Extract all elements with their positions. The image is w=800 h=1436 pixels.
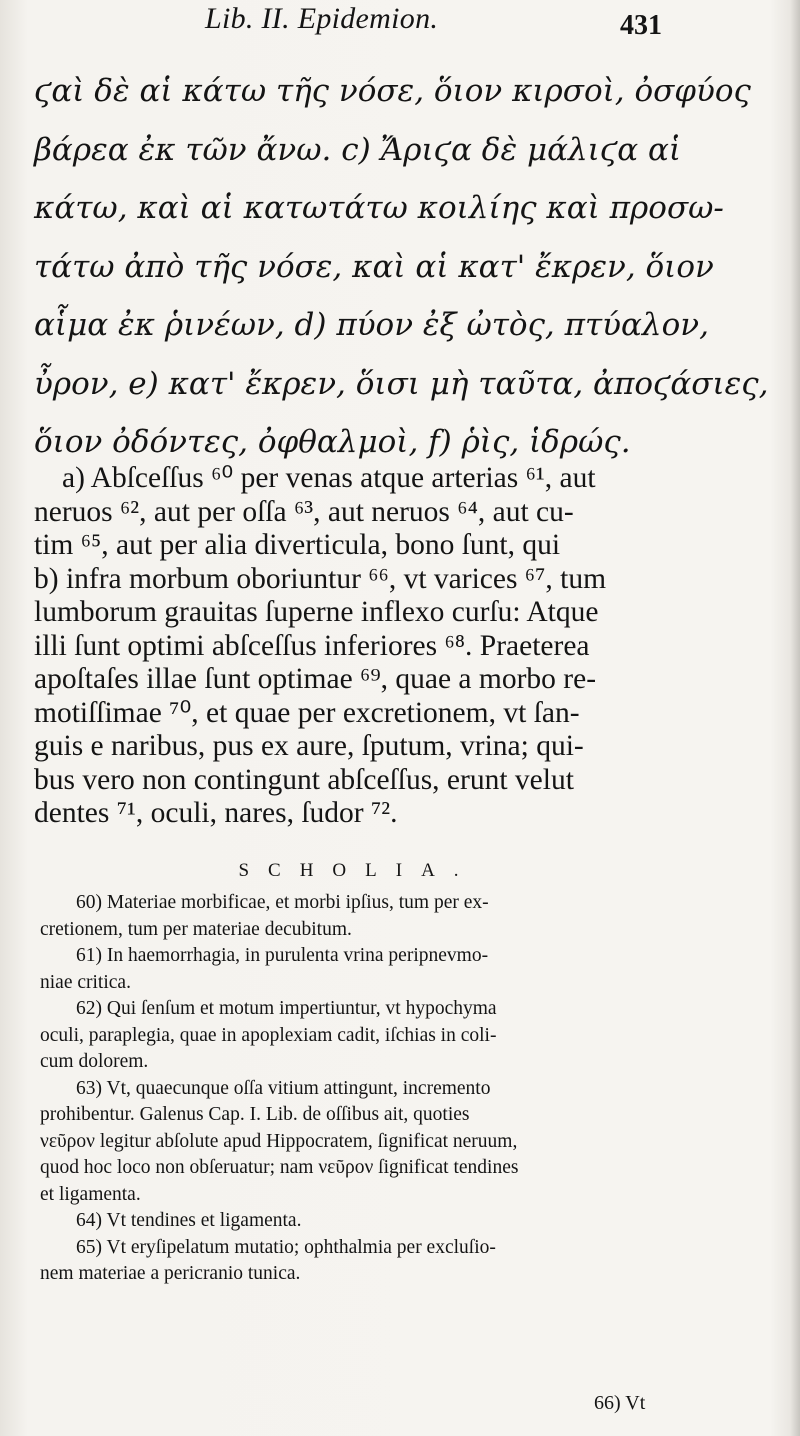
note-line: quod hoc loco non obſeruatur; nam νεῦρον ſignificat tendines	[40, 1157, 519, 1178]
greek-line: αἷμα ἐκ ῥινέων, d) πύον ἐξ ὠτὸς, πτύαλον,	[34, 307, 709, 343]
note-62	[40, 996, 680, 1076]
latin-line: b) infra morbum oboriuntur ⁶⁶, vt varices ⁶⁷, tum	[34, 562, 607, 595]
note-line: cretionem, tum per materiae decubitum.	[40, 918, 352, 940]
greek-line: βάρεα ἐκ τῶν ἄνω. c) Ἄριϛα δὲ μάλιϛα αἱ	[34, 131, 682, 168]
greek-line: τάτω ἀπὸ τῆς νόσε, καὶ αἱ κατ' ἔκρεν, ὅιον	[34, 248, 714, 285]
latin-line: tim ⁶⁵, aut per alia diverticula, bono ſunt, qui	[34, 529, 561, 561]
greek-line: κάτω, καὶ αἱ κατωτάτω κοιλίης καὶ προσω-	[34, 190, 724, 226]
latin-line: a) Abſceſſus ⁶⁰ per venas atque arterias ⁶¹, aut	[62, 462, 596, 494]
latin-line: apoſtaſes illae ſunt optimae ⁶⁹, quae a morbo re-	[34, 663, 597, 695]
note-line: oculi, paraplegia, quae in apoplexiam cadit, iſchias in coli-	[40, 1024, 497, 1046]
latin-line: illi ſunt optimi abſceſſus inferiores ⁶⁸. Praeterea	[34, 629, 590, 662]
note-line: 62) Qui ſenſum et motum impertiuntur, vt hypochyma	[76, 998, 497, 1019]
note-line: 64) Vt tendines et ligamenta.	[76, 1210, 302, 1231]
note-line: niae critica.	[40, 971, 131, 993]
latin-line: lumborum grauitas ſuperne inflexo curſu: Atque	[34, 596, 599, 628]
page-edge-shadow	[790, 0, 800, 1436]
latin-line: motiſſimae ⁷⁰, et quae per excretionem, vt ſan-	[34, 696, 580, 729]
note-60	[40, 890, 680, 943]
latin-line: neruos ⁶², aut per oſſa ⁶³, aut neruos ⁶⁴, aut cu-	[34, 495, 574, 528]
scholia-heading: SCHOLIA.	[238, 860, 478, 881]
latin-line: dentes ⁷¹, oculi, nares, ſudor ⁷².	[34, 797, 398, 829]
greek-line: ϛαὶ δὲ αἱ κάτω τῆς νόσε, ὅιον κιρσοὶ, ὀσφύος	[34, 73, 751, 109]
note-line: 60) Materiae morbificae, et morbi ipſius, tum per ex-	[76, 892, 489, 913]
catchword: 66) Vt	[594, 1392, 646, 1414]
page-header	[0, 0, 800, 52]
note-63	[40, 1076, 680, 1209]
greek-text-block	[34, 62, 769, 472]
greek-line: ὖρον, e) κατ' ἔκρεν, ὅισι μὴ ταῦτα, ἀποϛάσιες,	[34, 365, 769, 402]
latin-line: guis e naribus, pus ex aure, ſputum, vrina; qui-	[34, 730, 584, 762]
note-line: cum dolorem.	[40, 1051, 149, 1072]
note-line: 61) In haemorrhagia, in purulenta vrina peripnevmo-	[76, 945, 489, 966]
greek-line: ὅιον ὀδόντες, ὀφθαλμοὶ, f) ῥὶς, ἱδρώς.	[34, 424, 631, 460]
note-65	[40, 1235, 680, 1288]
running-title: Lib. II. Epidemion.	[205, 2, 439, 35]
note-line: νεῦρον legitur abſolute apud Hippocratem, ſignificat neruum,	[40, 1130, 518, 1152]
page-number: 431	[620, 10, 662, 41]
latin-translation-block	[34, 462, 674, 831]
note-line: et ligamenta.	[40, 1183, 141, 1205]
note-line: nem materiae a pericranio tunica.	[40, 1263, 301, 1284]
note-line: prohibentur. Galenus Cap. I. Lib. de oſſibus ait, quoties	[40, 1104, 470, 1125]
note-line: 65) Vt eryſipelatum mutatio; ophthalmia per excluſio-	[76, 1236, 496, 1258]
scholia-notes	[40, 890, 680, 1288]
note-line: 63) Vt, quaecunque oſſa vitium attingunt, incremento	[76, 1077, 491, 1099]
note-61	[40, 943, 680, 996]
note-64	[40, 1208, 680, 1235]
latin-line: bus vero non contingunt abſceſſus, erunt velut	[34, 763, 574, 796]
